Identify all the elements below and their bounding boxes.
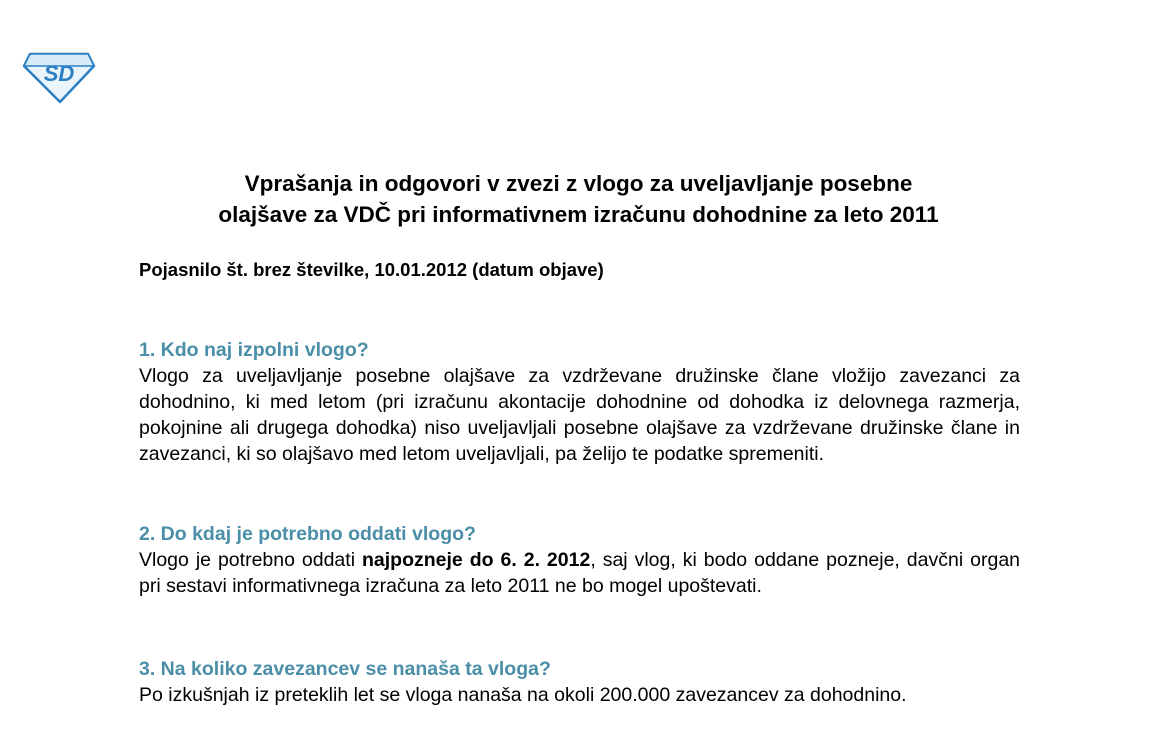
document-title xyxy=(120,168,1037,230)
title-line-2: olajšave za VDČ pri informativnem izračunu dohodnine za leto 2011 xyxy=(218,202,939,227)
answer-text-end: , saj vlog, ki bodo oddane pozneje, davčni organ pri sestavi informativnega izračuna za leto 2011 ne bo mogel upoštevati. xyxy=(139,549,1021,597)
answer-text-start: Vlogo je potrebno oddati xyxy=(139,549,362,571)
question-heading: 2. Do kdaj je potrebno oddati vlogo? xyxy=(139,523,476,545)
qa-item-2 xyxy=(139,521,1020,599)
document-subtitle: Pojasnilo št. brez številke, 10.01.2012 (datum objave) xyxy=(139,259,604,280)
answer-text: Po izkušnjah iz preteklih let se vloga nanaša na okoli 200.000 zavezancev za dohodnino. xyxy=(139,684,907,706)
logo-lettering: SD xyxy=(43,61,75,86)
qa-item-3 xyxy=(139,656,1020,708)
answer-deadline: najpozneje do 6. 2. 2012 xyxy=(362,549,591,571)
qa-item-1 xyxy=(139,337,1020,467)
title-line-1: Vprašanja in odgovori v zvezi z vlogo za uveljavljanje posebne xyxy=(244,171,913,196)
logo xyxy=(22,48,96,104)
answer-text xyxy=(139,547,1020,599)
question-heading: 3. Na koliko zavezancev se nanaša ta vloga? xyxy=(139,658,551,680)
shield-logo-icon xyxy=(22,48,96,104)
question-heading: 1. Kdo naj izpolni vlogo? xyxy=(139,339,369,361)
answer-text: Vlogo za uveljavljanje posebne olajšave za vzdrževane družinske člane vložijo zavezanci za dohodnino, ki med letom (pri izračunu akontacije dohodnine od dohodka iz delovnega razmerja, pokojnine ali drugega dohodka) niso uveljavljali posebne olajšave za vzdrževane družinske člane in zavezanci, ki so olajšavo med letom uveljavljali, pa želijo te podatke spremeniti. xyxy=(139,365,1020,465)
